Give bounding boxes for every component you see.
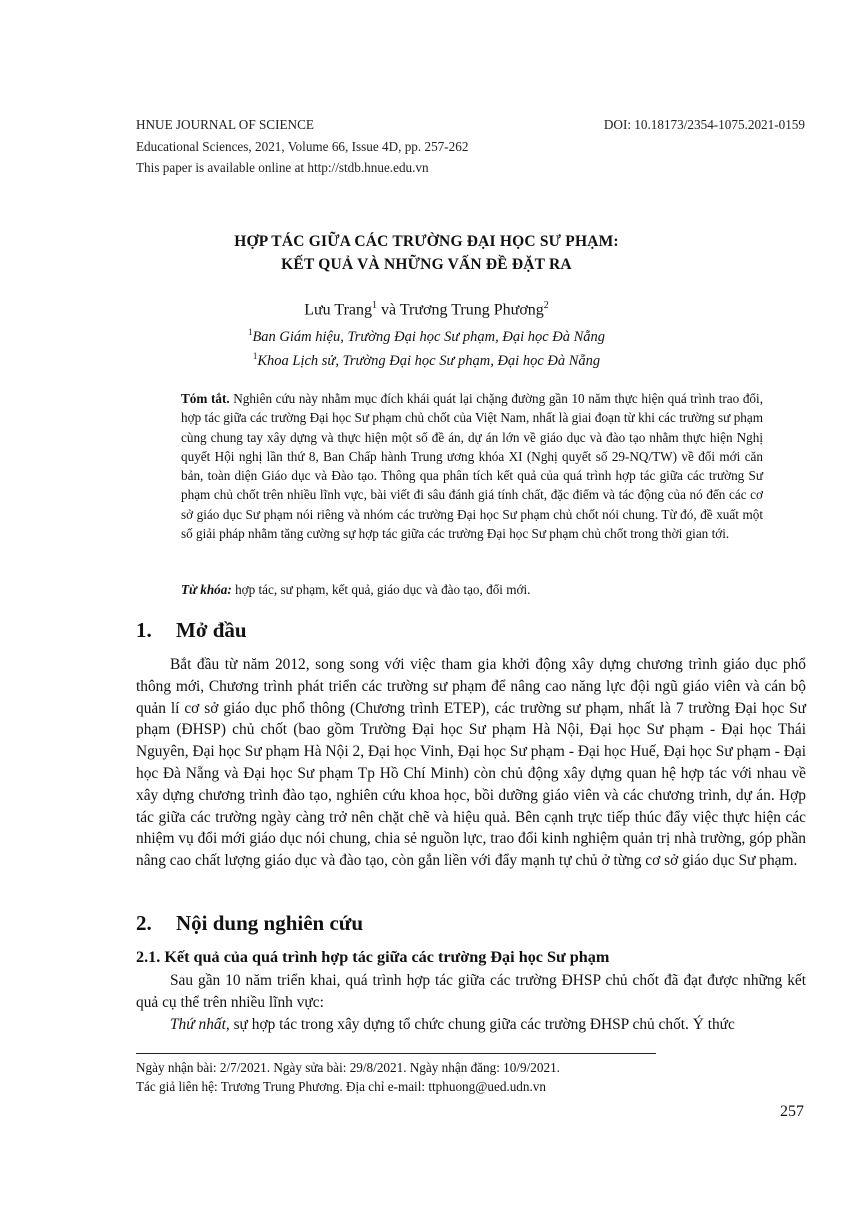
- section-1-title: Mở đầu: [176, 618, 247, 642]
- section-2-number: 2.: [136, 911, 152, 935]
- availability-note: This paper is available online at http://stdb.hnue.edu.vn: [136, 160, 429, 175]
- subsection-2-1-heading: 2.1. Kết quả của quá trình hợp tác giữa các trường Đại học Sư phạm: [136, 948, 610, 966]
- journal-name: HNUE JOURNAL OF SCIENCE: [136, 117, 314, 132]
- keywords-text: hợp tác, sư phạm, kết quả, giáo dục và đào tạo, đổi mới.: [231, 582, 531, 597]
- section-1-number: 1.: [136, 618, 152, 642]
- footnote-contact: Tác giả liên hệ: Trương Trung Phương. Địa chỉ e-mail: ttphuong@ued.udn.vn: [136, 1079, 546, 1094]
- paragraph-2-text: sự hợp tác trong xây dựng tổ chức chung giữa các trường ĐHSP chủ chốt. Ý thức: [229, 1016, 735, 1033]
- section-2-title: Nội dung nghiên cứu: [176, 911, 364, 935]
- author-conjunction: và: [377, 301, 400, 319]
- section-1-paragraph: Bắt đầu từ năm 2012, song song với việc tham gia khởi động xây dựng chương trình giáo dục phổ thông mới, Chương trình phát triển các trường sư phạm để nâng cao năng lực đội ngũ giáo viên và cán bộ quản lí cơ sở giáo dục phổ thông (Chương trình ETEP), các trường sư phạm, nhất là 7 trường Đại học Sư phạm (ĐHSP) chủ chốt (bao gồm Trường Đại học Sư phạm Hà Nội, Đại học Sư phạm - Đại học Thái Nguyên, Đại học Sư phạm Hà Nội 2, Đại học Vinh, Đại học Sư phạm - Đại học Huế, Đại học Sư phạm - Đại học Đà Nẵng và Đại học Sư phạm Tp Hồ Chí Minh) còn chủ động xây dựng quan hệ hợp tác với nhau về xây dựng chương trình đào tạo, nghiên cứu khoa học, bồi dưỡng giáo viên và các chương trình, dự án. Hợp tác giữa các trường ngày càng trở nên chặt chẽ và hiệu quả. Bên cạnh trực tiếp thúc đẩy việc thực hiện các nhiệm vụ đổi mới giáo dục nói chung, chia sẻ nguồn lực, trao đổi kinh nghiệm quản trị nhà trường, góp phần nâng cao chất lượng giáo dục và đào tạo, còn gắn liền với đẩy mạnh tự chủ ở từng cơ sở giáo dục Sư phạm.: [136, 656, 806, 870]
- section-2-paragraph-1: Sau gần 10 năm triển khai, quá trình hợp tác giữa các trường ĐHSP chủ chốt đã đạt được những kết quả cụ thể trên nhiều lĩnh vực:: [136, 972, 806, 1011]
- affiliation-2-text: Khoa Lịch sử, Trường Đại học Sư phạm, Đại học Đà Nẵng: [257, 352, 601, 369]
- author-2: Trương Trung Phương: [399, 301, 544, 319]
- footnote-dates: Ngày nhận bài: 2/7/2021. Ngày sửa bài: 29/8/2021. Ngày nhận đăng: 10/9/2021.: [136, 1060, 560, 1075]
- page-number: 257: [780, 1103, 804, 1120]
- footnote-rule: [136, 1053, 656, 1054]
- author-1-affil-mark: 1: [372, 300, 378, 311]
- keywords-label: Từ khóa:: [181, 582, 232, 597]
- section-2-heading: [136, 909, 363, 937]
- keywords: [181, 580, 763, 599]
- paragraph-lead: Thứ nhất,: [170, 1016, 230, 1033]
- affiliation-1: [0, 321, 853, 348]
- section-2-paragraph-2: [136, 1014, 806, 1036]
- authors-line: [0, 295, 853, 321]
- abstract: [181, 389, 763, 543]
- abstract-label: Tóm tắt.: [181, 391, 230, 406]
- issue-info: Educational Sciences, 2021, Volume 66, Issue 4D, pp. 257-262: [136, 139, 469, 154]
- doi: DOI: 10.18173/2354-1075.2021-0159: [603, 117, 805, 132]
- author-1: Lưu Trang: [304, 301, 373, 319]
- author-2-affil-mark: 2: [543, 300, 549, 311]
- title-line-1: HỢP TÁC GIỮA CÁC TRƯỜNG ĐẠI HỌC SƯ PHẠM:: [234, 233, 619, 250]
- affiliation-1-mark: 1: [247, 327, 253, 337]
- abstract-text: Nghiên cứu này nhằm mục đích khái quát lại chặng đường gần 10 năm thực hiện quá trình trao đổi, hợp tác giữa các trường Đại học Sư phạm chủ chốt của Việt Nam, nhất là giai đoạn từ khi các trường sư phạm cùng chung tay xây dựng và thực hiện một số đề án, dự án lớn về giáo dục và đào tạo nhằm thực hiện Nghị quyết Hội nghị lần thứ 8, Ban Chấp hành Trung ương khóa XI (Nghị quyết số 29-NQ/TW) về đổi mới căn bản, toàn diện Giáo dục và Đào tạo. Thông qua phân tích kết quả của quá trình hợp tác giữa các trường Sư phạm chủ chốt trên nhiều lĩnh vực, bài viết đi sâu đánh giá tính chất, đặc điểm và tác động của nó đến các cơ sở giáo dục Sư phạm nói riêng và nhóm các trường Đại học Sư phạm chủ chốt nói chung. Từ đó, đề xuất một số giải pháp nhằm tăng cường sự hợp tác giữa các trường Đại học Sư phạm chủ chốt trong thời gian tới.: [181, 391, 763, 542]
- affiliation-2-mark: 1: [252, 351, 258, 361]
- affiliation-1-text: Ban Giám hiệu, Trường Đại học Sư phạm, Đại học Đà Nẵng: [252, 328, 606, 345]
- section-1-heading: [136, 616, 247, 644]
- affiliation-2: [0, 345, 853, 372]
- title-line-2: KẾT QUẢ VÀ NHỮNG VẤN ĐỀ ĐẶT RA: [281, 256, 572, 273]
